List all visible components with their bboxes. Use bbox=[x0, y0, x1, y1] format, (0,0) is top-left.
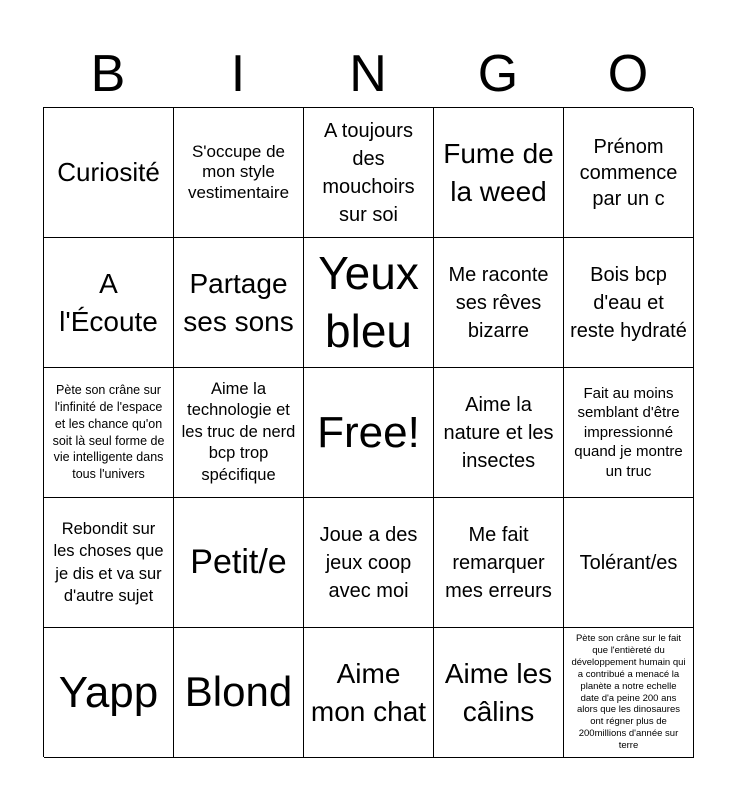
cell-text: Tolérant/es bbox=[579, 551, 678, 574]
bingo-cell[interactable] bbox=[174, 108, 304, 238]
cell-text: Bois bcp d'eau et reste hydraté bbox=[570, 263, 687, 342]
bingo-cell[interactable] bbox=[564, 628, 694, 758]
cell-text: Aime mon chat bbox=[310, 657, 427, 727]
cell-text: Joue a des jeux coop avec moi bbox=[319, 523, 418, 602]
cell-text: Petit/e bbox=[190, 543, 287, 582]
bingo-cell[interactable] bbox=[434, 108, 564, 238]
cell-text: Aime les câlins bbox=[444, 657, 553, 727]
bingo-cell[interactable] bbox=[564, 238, 694, 368]
cell-text: A l'Écoute bbox=[59, 267, 158, 337]
header-letter-o: O bbox=[607, 45, 649, 103]
bingo-cell[interactable] bbox=[44, 108, 174, 238]
bingo-cell[interactable] bbox=[44, 498, 174, 628]
bingo-cell[interactable] bbox=[304, 628, 434, 758]
cell-text: Yapp bbox=[58, 668, 159, 717]
header-letter-b: B bbox=[90, 45, 126, 103]
header-letter-n: N bbox=[349, 45, 387, 103]
bingo-cell[interactable] bbox=[304, 238, 434, 368]
cell-text: Me raconte ses rêves bizarre bbox=[448, 263, 549, 342]
bingo-cell[interactable] bbox=[434, 498, 564, 628]
bingo-cell[interactable] bbox=[44, 628, 174, 758]
free-space-cell[interactable] bbox=[304, 368, 434, 498]
bingo-cell[interactable] bbox=[304, 498, 434, 628]
cell-text: Pète son crâne sur l'infinité de l'espace et les chance qu'on soit là seul forme de vie intelligente dans tous l'univers bbox=[52, 382, 165, 482]
header-letter-i: I bbox=[230, 45, 246, 103]
bingo-cell[interactable] bbox=[174, 368, 304, 498]
cell-text: S'occupe de mon style vestimentaire bbox=[187, 141, 290, 202]
cell-text: Prénom commence par un c bbox=[579, 135, 678, 210]
bingo-cell[interactable] bbox=[304, 108, 434, 238]
bingo-cell[interactable] bbox=[564, 498, 694, 628]
cell-text: Aime la nature et les insectes bbox=[443, 393, 554, 472]
cell-text: Me fait remarquer mes erreurs bbox=[445, 523, 552, 602]
bingo-header bbox=[43, 40, 693, 108]
bingo-cell[interactable] bbox=[564, 368, 694, 498]
cell-text: Curiosité bbox=[57, 157, 160, 188]
cell-text: A toujours des mouchoirs sur soi bbox=[322, 119, 415, 226]
cell-text: Fume de la weed bbox=[443, 137, 554, 207]
header-letter-g: G bbox=[477, 45, 519, 103]
cell-text: Yeux bleu bbox=[318, 247, 419, 357]
bingo-cell[interactable] bbox=[434, 368, 564, 498]
bingo-cell[interactable] bbox=[44, 238, 174, 368]
cell-text: Pète son crâne sur le fait que l'entièreté du développement humain qui a contribué a menacé la planète a notre echelle date d'a peine 200 ans alors que les dinosaures ont régner plus de 200millions d'année sur terre bbox=[571, 633, 686, 751]
cell-text: Blond bbox=[184, 668, 293, 716]
bingo-cell[interactable] bbox=[564, 108, 694, 238]
cell-text: Fait au moins semblant d'être impressionné quand je montre un truc bbox=[574, 384, 683, 480]
cell-text: Partage ses sons bbox=[183, 267, 294, 337]
bingo-cell[interactable] bbox=[434, 628, 564, 758]
cell-text: Aime la technologie et les truc de nerd bcp trop spécifique bbox=[181, 379, 296, 484]
bingo-cell[interactable] bbox=[174, 498, 304, 628]
bingo-grid bbox=[43, 107, 693, 757]
bingo-cell[interactable] bbox=[44, 368, 174, 498]
bingo-cell[interactable] bbox=[174, 628, 304, 758]
bingo-cell[interactable] bbox=[434, 238, 564, 368]
cell-text: Rebondit sur les choses que je dis et va sur d'autre sujet bbox=[53, 519, 164, 605]
bingo-cell[interactable] bbox=[174, 238, 304, 368]
free-space-text: Free! bbox=[317, 408, 420, 457]
